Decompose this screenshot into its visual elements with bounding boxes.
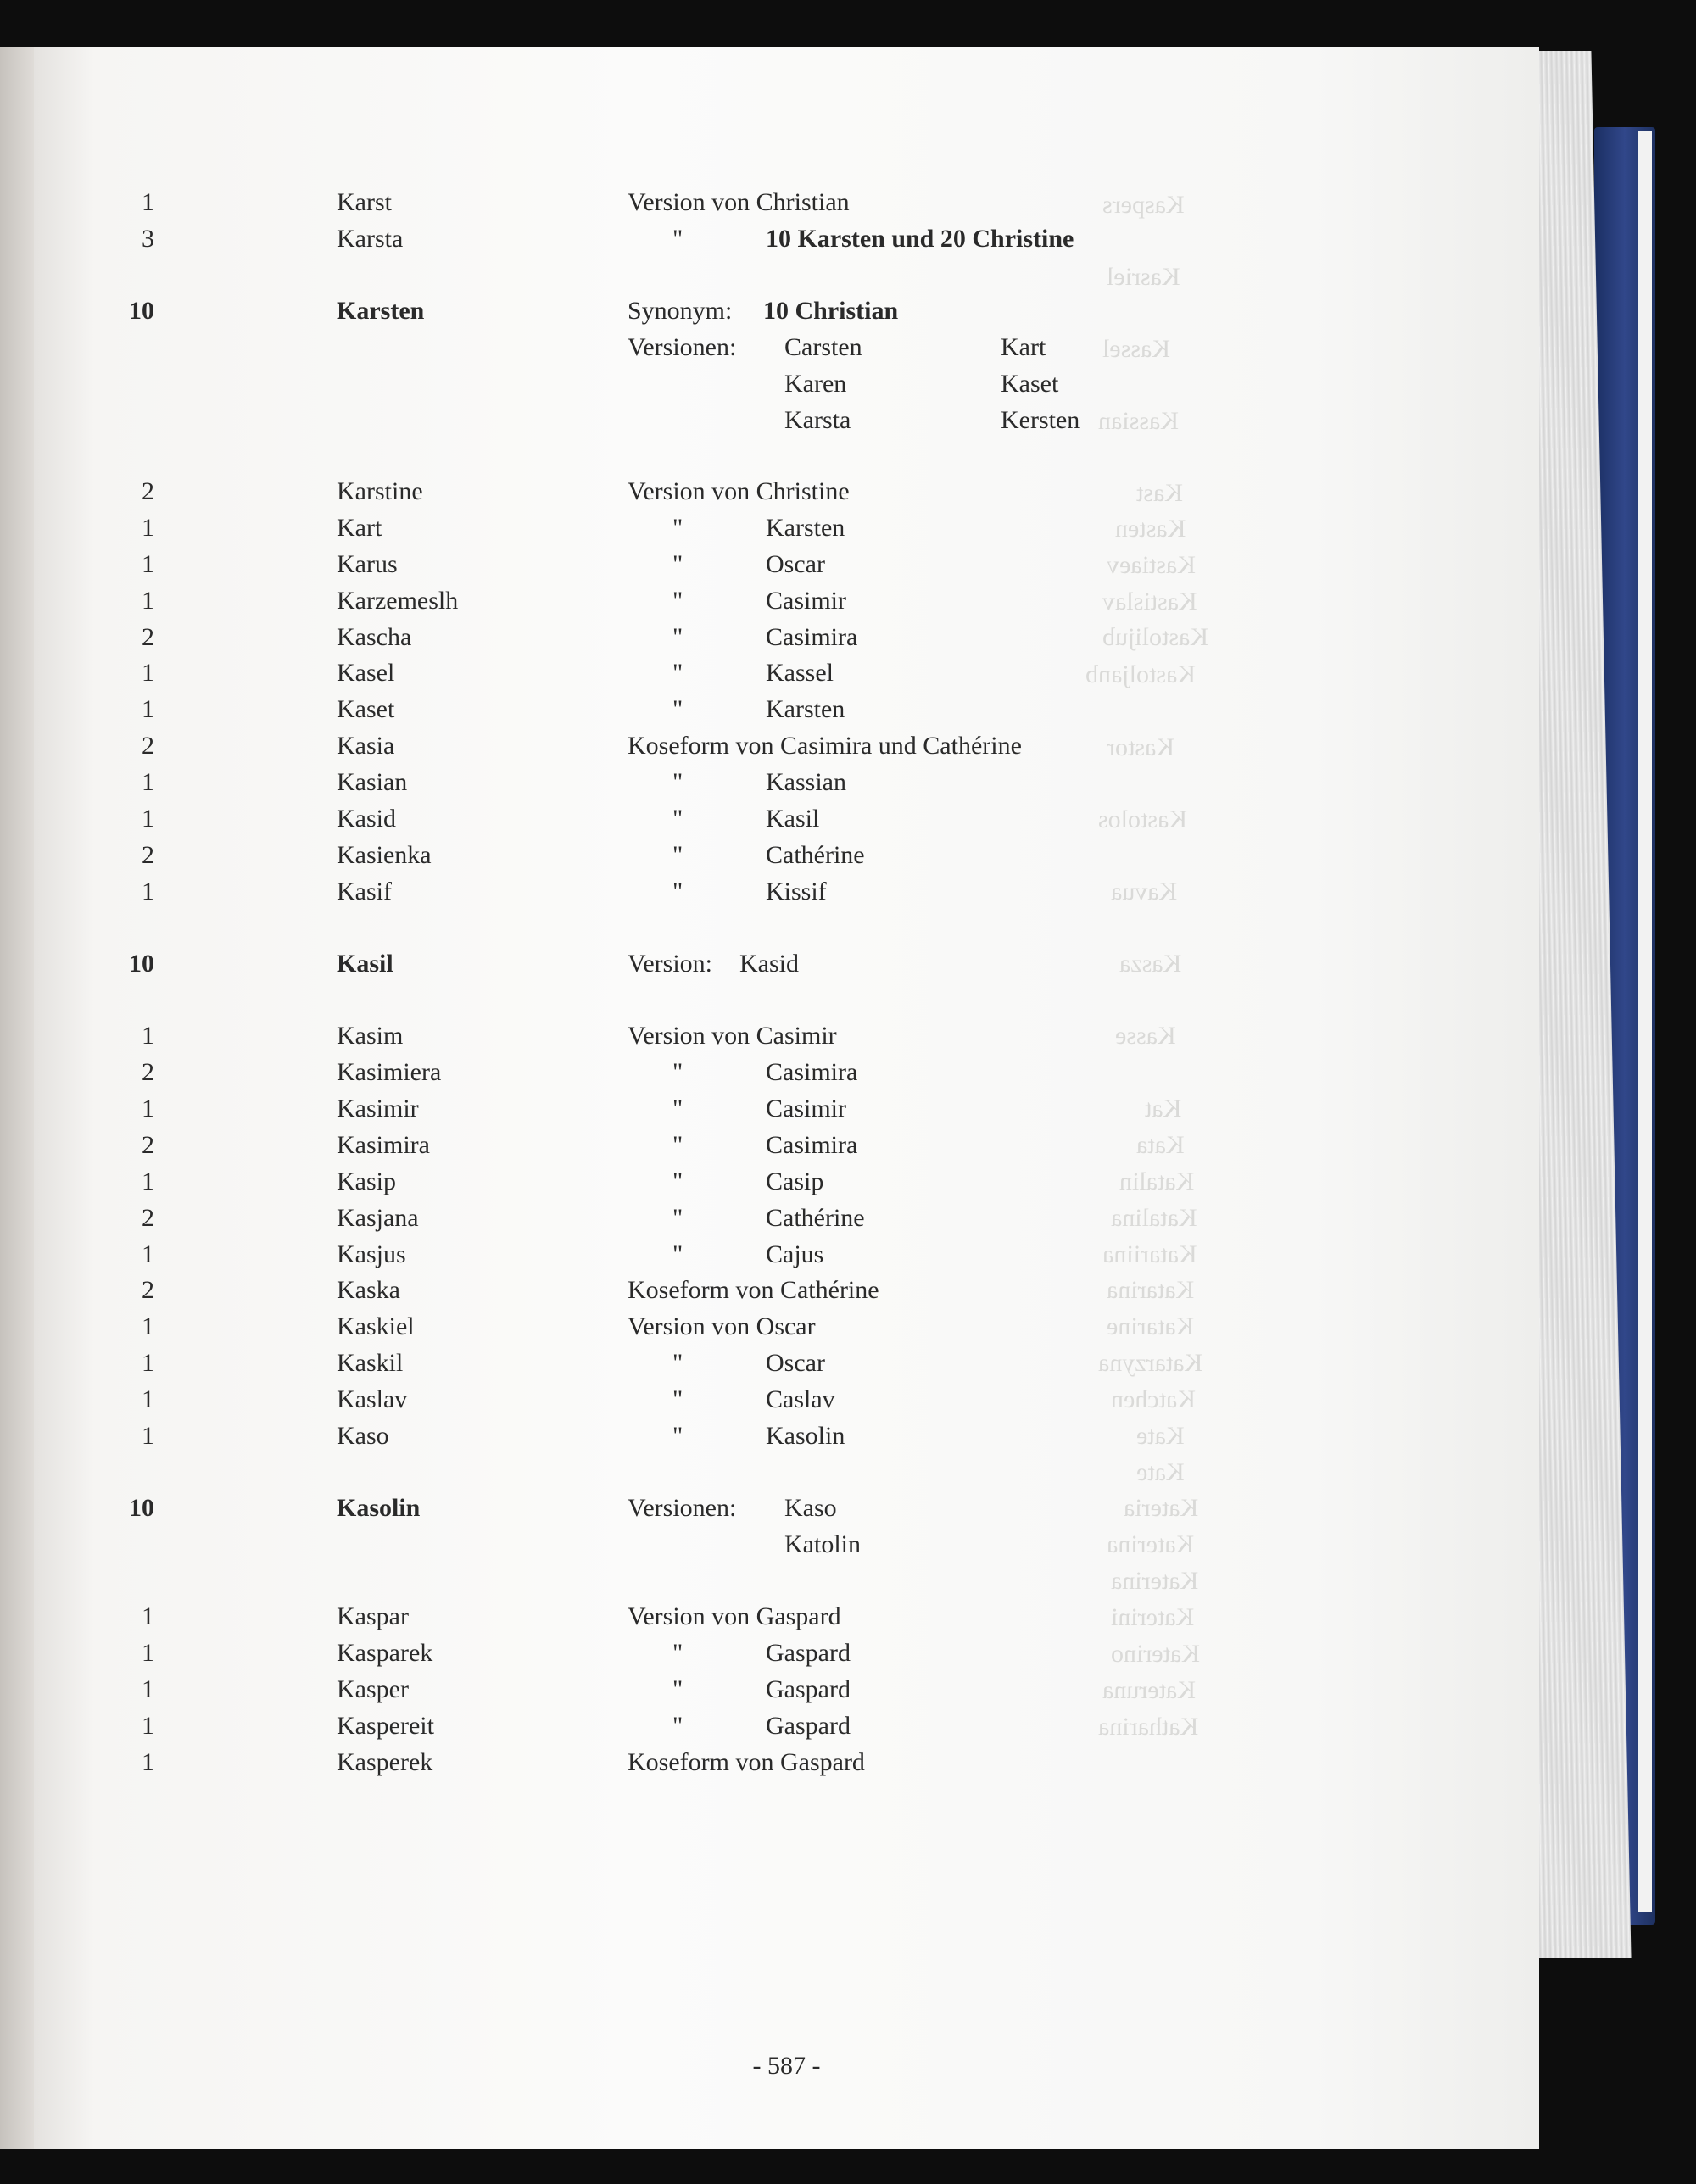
- entry-count: 2: [142, 732, 154, 760]
- entry-name: Kaslav: [337, 1385, 408, 1413]
- ditto-mark: ": [672, 695, 683, 723]
- entry-reference: Kissif: [766, 878, 827, 905]
- entry-name: Karsta: [337, 225, 404, 253]
- entry-count: 1: [142, 514, 154, 542]
- entry-name: Kaska: [337, 1276, 400, 1304]
- entry-name: Kasim: [337, 1022, 404, 1050]
- ditto-mark: ": [672, 768, 683, 796]
- entry-name: Karst: [337, 188, 392, 216]
- table-row: [34, 805, 1539, 840]
- ditto-mark: ": [672, 587, 683, 615]
- table-row: [34, 1312, 1539, 1348]
- entry-reference: Kasolin: [766, 1422, 845, 1450]
- ditto-mark: ": [672, 805, 683, 833]
- table-row: [34, 1422, 1539, 1457]
- entry-count: 10: [129, 950, 154, 978]
- ditto-mark: ": [672, 1712, 683, 1740]
- table-row: [34, 695, 1539, 731]
- entry-description: Version von Christine: [628, 477, 850, 505]
- entry-count: 1: [142, 805, 154, 833]
- entry-reference: Casimira: [766, 623, 858, 651]
- entry-reference: Karsten: [766, 514, 845, 542]
- entry-name: Kart: [337, 514, 382, 542]
- ditto-mark: ": [672, 225, 683, 253]
- entry-name: Kasel: [337, 659, 395, 687]
- entry-name: Kasian: [337, 768, 408, 796]
- entry-name: Kaskiel: [337, 1312, 415, 1340]
- entry-label: Version:: [628, 950, 712, 978]
- entry-count: 1: [142, 1022, 154, 1050]
- ditto-mark: ": [672, 878, 683, 905]
- entry-name: Kasienka: [337, 841, 432, 869]
- table-row: [34, 333, 1539, 369]
- entry-name: Karzemeslh: [337, 587, 459, 615]
- table-row: [34, 1095, 1539, 1130]
- entry-name: Kascha: [337, 623, 412, 651]
- entry-count: 3: [142, 225, 154, 253]
- ditto-mark: ": [672, 514, 683, 542]
- entry-count: 2: [142, 1276, 154, 1304]
- entry-name: Kasjana: [337, 1204, 419, 1232]
- entry-reference: Caslav: [766, 1385, 835, 1413]
- ditto-mark: ": [672, 1058, 683, 1086]
- entry-count: 1: [142, 1240, 154, 1268]
- entry-name: Karstine: [337, 477, 423, 505]
- entry-count: 1: [142, 1748, 154, 1776]
- entry-name: Kasip: [337, 1167, 396, 1195]
- entry-count: 10: [129, 1494, 154, 1522]
- entry-name: Kasperek: [337, 1748, 433, 1776]
- table-row: [34, 1675, 1539, 1711]
- entry-description: Version von Christian: [628, 188, 850, 216]
- entry-reference: Kasid: [739, 950, 799, 978]
- entry-version: Karsta: [784, 406, 851, 434]
- entry-reference: Gaspard: [766, 1675, 851, 1703]
- entry-name: Kasid: [337, 805, 396, 833]
- table-row: [34, 1385, 1539, 1421]
- ditto-mark: ": [672, 1131, 683, 1159]
- table-row: [34, 1602, 1539, 1638]
- table-row: [34, 1131, 1539, 1167]
- table-row: [34, 1349, 1539, 1384]
- table-row: [34, 1639, 1539, 1674]
- table-row: [34, 1058, 1539, 1094]
- page-number: - 587 -: [752, 2052, 821, 2080]
- entry-version: Karen: [784, 370, 847, 398]
- ditto-mark: ": [672, 1422, 683, 1450]
- entry-name: Kaset: [337, 695, 395, 723]
- entry-count: 1: [142, 1349, 154, 1377]
- entry-reference: Kassel: [766, 659, 834, 687]
- entry-reference: Kasil: [766, 805, 820, 833]
- entry-count: 1: [142, 878, 154, 905]
- entry-description: Koseform von Casimira und Cathérine: [628, 732, 1022, 760]
- entry-reference: 10 Karsten und 20 Christine: [766, 225, 1074, 253]
- entry-name: Kaskil: [337, 1349, 404, 1377]
- ditto-mark: ": [672, 623, 683, 651]
- ditto-mark: ": [672, 1167, 683, 1195]
- ditto-mark: ": [672, 1385, 683, 1413]
- entry-count: 1: [142, 768, 154, 796]
- table-row: [34, 550, 1539, 586]
- entry-description: Version von Casimir: [628, 1022, 837, 1050]
- entry-reference: Cathérine: [766, 1204, 865, 1232]
- table-row: [34, 1712, 1539, 1747]
- entry-version-alt: Kaset: [1001, 370, 1059, 398]
- table-row: [34, 1494, 1539, 1529]
- entry-description: Version von Oscar: [628, 1312, 816, 1340]
- entry-count: 1: [142, 1639, 154, 1667]
- entry-name: Karus: [337, 550, 398, 578]
- table-row: [34, 406, 1539, 442]
- entry-count: 2: [142, 1131, 154, 1159]
- ditto-mark: ": [672, 1349, 683, 1377]
- entry-version: Katolin: [784, 1530, 861, 1558]
- entry-count: 1: [142, 587, 154, 615]
- ditto-mark: ": [672, 1639, 683, 1667]
- ditto-mark: ": [672, 659, 683, 687]
- entry-count: 2: [142, 841, 154, 869]
- entry-reference: Karsten: [766, 695, 845, 723]
- entry-count: 2: [142, 1058, 154, 1086]
- entry-count: 2: [142, 477, 154, 505]
- entry-count: 1: [142, 1602, 154, 1630]
- ditto-mark: ": [672, 550, 683, 578]
- entry-reference: Cajus: [766, 1240, 824, 1268]
- entry-count: 1: [142, 1675, 154, 1703]
- entry-label: Versionen:: [628, 1494, 737, 1522]
- entry-reference: Oscar: [766, 550, 825, 578]
- book-page: [34, 47, 1539, 2149]
- ditto-mark: ": [672, 1095, 683, 1123]
- entry-name: Kasimiera: [337, 1058, 442, 1086]
- entry-reference: Gaspard: [766, 1712, 851, 1740]
- entry-count: 1: [142, 1167, 154, 1195]
- ditto-mark: ": [672, 1675, 683, 1703]
- entry-version: Carsten: [784, 333, 862, 361]
- table-row: [34, 1204, 1539, 1240]
- entry-label: Versionen:: [628, 333, 737, 361]
- entry-version-alt: Kersten: [1001, 406, 1080, 434]
- cover-inner-strip: [1638, 131, 1652, 1912]
- entry-count: 1: [142, 1095, 154, 1123]
- ditto-mark: ": [672, 1204, 683, 1232]
- entry-name: Kasjus: [337, 1240, 406, 1268]
- table-row: [34, 587, 1539, 622]
- entry-name: Kaso: [337, 1422, 389, 1450]
- table-row: [34, 1276, 1539, 1312]
- ditto-mark: ": [672, 1240, 683, 1268]
- entry-name: Kasia: [337, 732, 395, 760]
- table-row: [34, 659, 1539, 694]
- entry-name: Kasolin: [337, 1494, 421, 1522]
- table-row: [34, 768, 1539, 804]
- entry-description: Version von Gaspard: [628, 1602, 841, 1630]
- entry-count: 1: [142, 659, 154, 687]
- entry-version: Kaso: [784, 1494, 837, 1522]
- entry-name: Kaspar: [337, 1602, 409, 1630]
- table-row: [34, 950, 1539, 985]
- table-row: [34, 514, 1539, 549]
- entry-reference: Casimira: [766, 1058, 858, 1086]
- entry-name: Kasparek: [337, 1639, 433, 1667]
- entry-count: 2: [142, 623, 154, 651]
- table-row: [34, 297, 1539, 332]
- entry-count: 2: [142, 1204, 154, 1232]
- table-row: [34, 1530, 1539, 1566]
- entry-reference: Oscar: [766, 1349, 825, 1377]
- table-row: [34, 732, 1539, 767]
- entry-count: 1: [142, 550, 154, 578]
- entry-count: 1: [142, 188, 154, 216]
- entry-name: Kasif: [337, 878, 392, 905]
- entry-count: 1: [142, 1385, 154, 1413]
- table-row: [34, 878, 1539, 913]
- table-row: [34, 1167, 1539, 1203]
- entry-count: 1: [142, 695, 154, 723]
- entry-reference: Kassian: [766, 768, 846, 796]
- entry-count: 1: [142, 1312, 154, 1340]
- table-row: [34, 841, 1539, 877]
- entry-reference: Casip: [766, 1167, 824, 1195]
- entry-name: Kasimir: [337, 1095, 419, 1123]
- table-row: [34, 1240, 1539, 1276]
- table-row: [34, 477, 1539, 513]
- entry-reference: Casimira: [766, 1131, 858, 1159]
- entry-count: 1: [142, 1422, 154, 1450]
- table-row: [34, 370, 1539, 405]
- entry-reference: Casimir: [766, 1095, 846, 1123]
- entry-count: 1: [142, 1712, 154, 1740]
- entry-count: 10: [129, 297, 154, 325]
- entry-reference: 10 Christian: [763, 297, 899, 325]
- ditto-mark: ": [672, 841, 683, 869]
- entry-description: Koseform von Gaspard: [628, 1748, 865, 1776]
- table-row: [34, 225, 1539, 260]
- entry-description: Koseform von Cathérine: [628, 1276, 879, 1304]
- entry-reference: Cathérine: [766, 841, 865, 869]
- table-row: [34, 623, 1539, 659]
- table-row: [34, 1022, 1539, 1057]
- table-row: [34, 1748, 1539, 1784]
- entry-name: Kasper: [337, 1675, 409, 1703]
- entry-reference: Gaspard: [766, 1639, 851, 1667]
- entry-reference: Casimir: [766, 587, 846, 615]
- entry-name: Kasil: [337, 950, 393, 978]
- entry-name: Kasimira: [337, 1131, 430, 1159]
- entry-name: Karsten: [337, 297, 425, 325]
- entry-name: Kaspereit: [337, 1712, 434, 1740]
- table-row: [34, 188, 1539, 224]
- entry-version-alt: Kart: [1001, 333, 1046, 361]
- entry-label: Synonym:: [628, 297, 733, 325]
- bleed-through-text: Kaspers Kasriel Kassel Kassian Kast Kasten Kastiaev Kastislav Kastolijub Kastoljanb Kastor Kastolos Kavua Kasza Kasse Kat Kata Katalin Katalina Katariina Katarina Katarine Katarzyna Katchen Kate Kate Kateria Katerina Katerina Katerini Katerino Kateruna Katharina: [1085, 191, 1208, 1741]
